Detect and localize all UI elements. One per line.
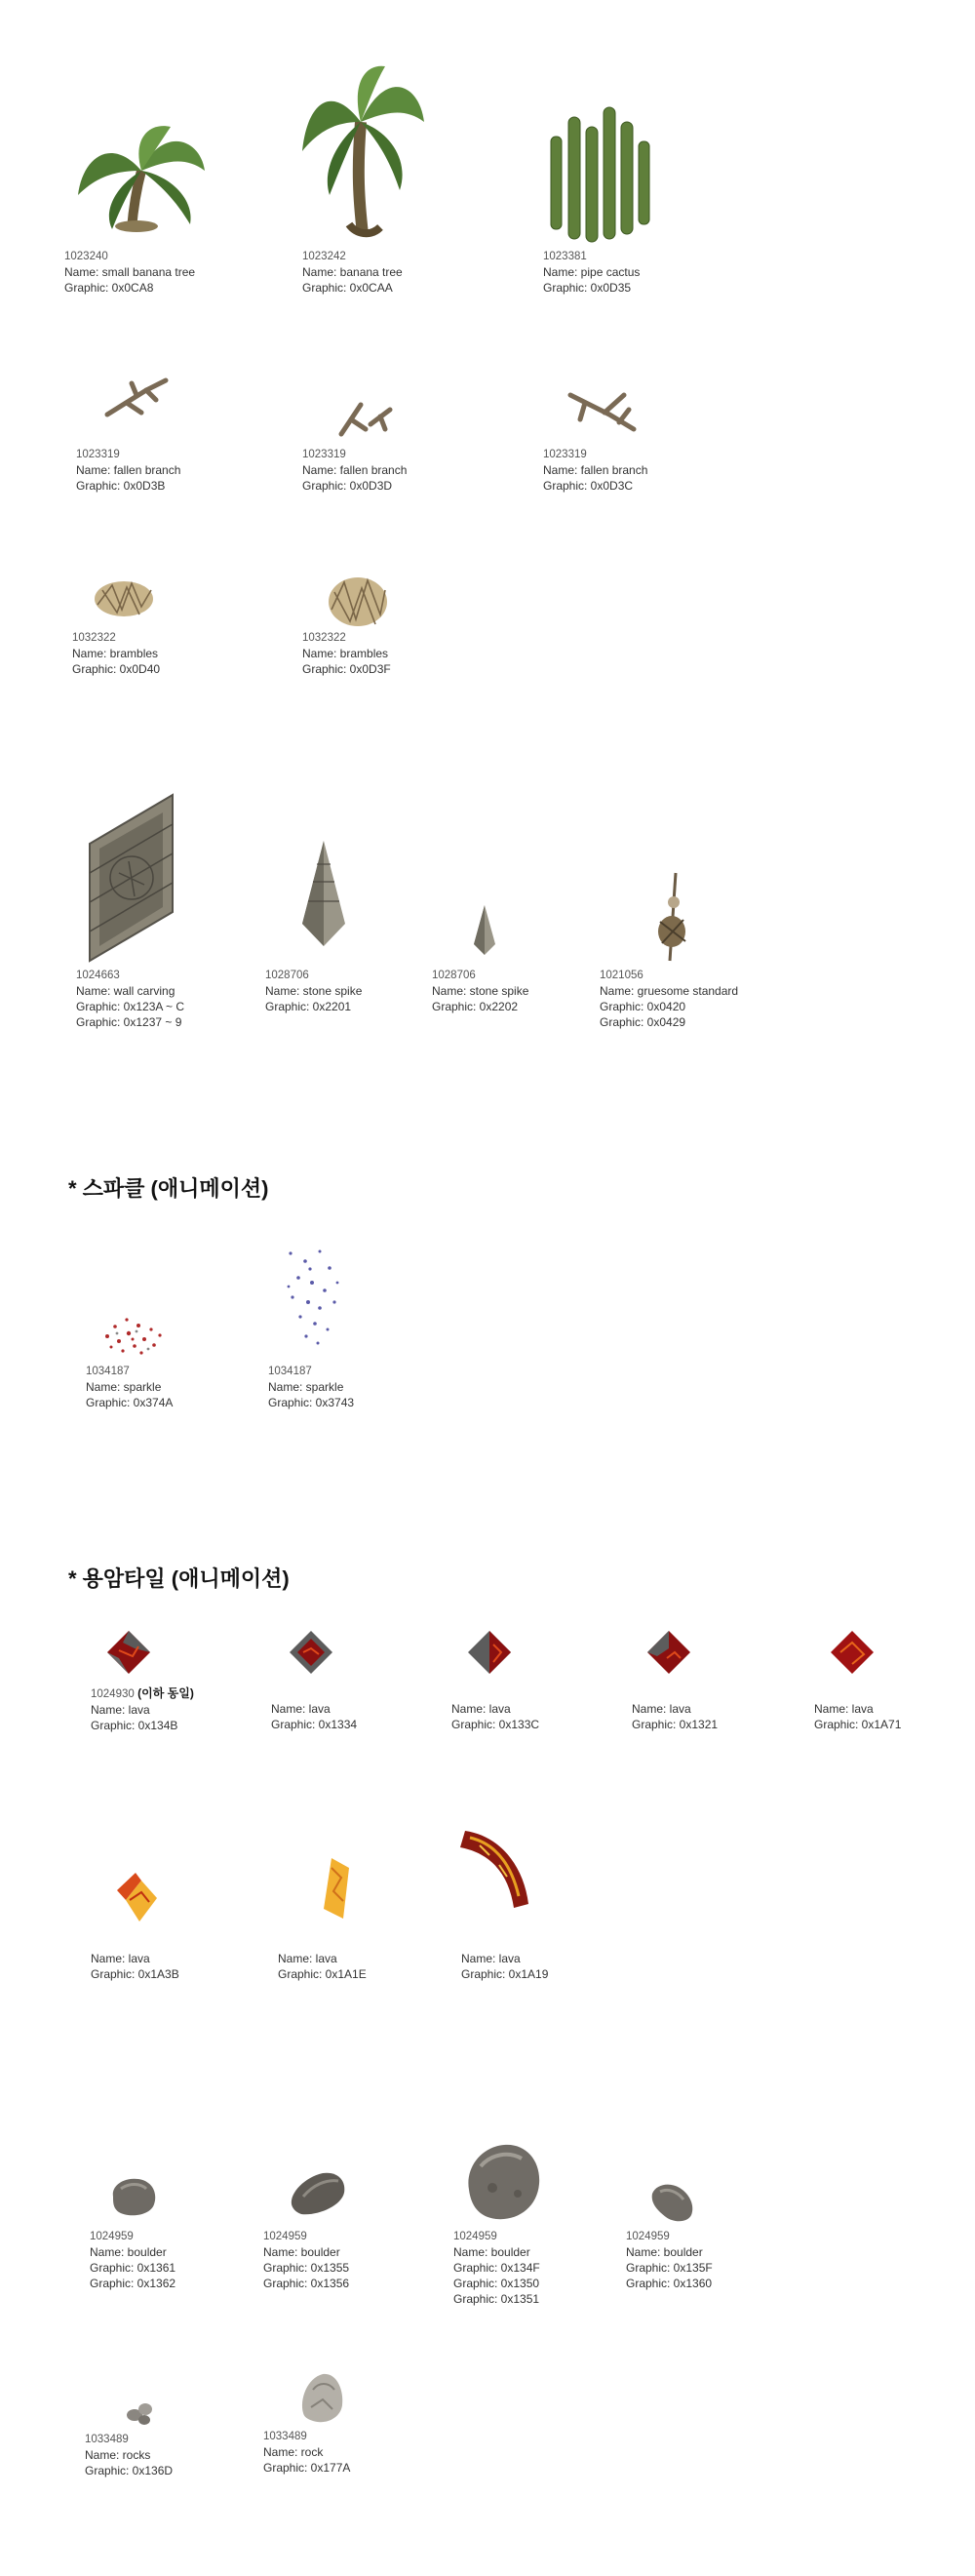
lava-curve-icon (460, 1826, 530, 1909)
item-graphic: Graphic: 0x1A71 (814, 1718, 902, 1731)
sparkle-icon (281, 1244, 344, 1351)
item-name: Name: sparkle (86, 1380, 162, 1394)
item-graphic: Graphic: 0x0CA8 (64, 281, 154, 295)
item-graphic: Graphic: 0x134F (453, 2261, 540, 2275)
item-name: Name: sparkle (268, 1380, 344, 1394)
item-name: Name: banana tree (302, 265, 403, 279)
section-heading-lava: * 용암타일 (애니메이션) (68, 1566, 290, 1591)
item-id: 1033489 (263, 2431, 307, 2442)
item-graphic: Graphic: 0x1355 (263, 2261, 350, 2275)
item-graphic: Graphic: 0x136D (85, 2464, 174, 2477)
same-as-below-note: (이하 동일) (137, 1686, 194, 1700)
rocks-icon (125, 2399, 154, 2427)
item-id: 1023319 (76, 449, 120, 460)
item-id: 1033489 (85, 2434, 129, 2445)
lava-strip-icon (322, 1858, 351, 1922)
lava-tile-icon (288, 1629, 334, 1676)
item-name: Name: brambles (302, 647, 389, 660)
boulder-icon (107, 2175, 158, 2219)
item-name: Name: gruesome standard (600, 984, 739, 998)
item-name: Name: lava (451, 1702, 511, 1716)
item-graphic: Graphic: 0x1334 (271, 1718, 358, 1731)
gruesome-standard-icon (648, 873, 697, 966)
section-heading-sparkle: * 스파클 (애니메이션) (68, 1176, 269, 1201)
item-graphic: Graphic: 0x1350 (453, 2277, 540, 2290)
item-graphic: Graphic: 0x1361 (90, 2261, 176, 2275)
item-name: Name: boulder (626, 2245, 703, 2259)
item-graphic: Graphic: 0x2201 (265, 1000, 352, 1013)
item-graphic: Graphic: 0x2202 (432, 1000, 519, 1013)
item-id: 1023381 (543, 251, 587, 262)
item-id: 1024663 (76, 970, 120, 981)
item-id-line: 1024930 (이하 동일) (91, 1686, 194, 1700)
item-name: Name: small banana tree (64, 265, 196, 279)
item-graphic: Graphic: 0x0D40 (72, 662, 161, 676)
sparkle-icon (98, 1312, 168, 1361)
item-graphic: Graphic: 0x1A19 (461, 1967, 549, 1981)
item-id: 1028706 (432, 970, 476, 981)
item-graphic: Graphic: 0x1360 (626, 2277, 713, 2290)
item-graphic: Graphic: 0x1237 ~ 9 (76, 1015, 182, 1029)
item-name: Name: lava (632, 1702, 691, 1716)
item-id: 1024959 (263, 2231, 307, 2242)
item-graphic: Graphic: 0x1356 (263, 2277, 350, 2290)
item-name: Name: fallen branch (76, 463, 181, 477)
banana-tree-icon (302, 63, 424, 244)
item-name: Name: brambles (72, 647, 159, 660)
item-id: 1023240 (64, 251, 108, 262)
stone-spike-icon (473, 905, 496, 956)
item-id: 1021056 (600, 970, 644, 981)
item-graphic: Graphic: 0x0429 (600, 1015, 686, 1029)
item-graphic: Graphic: 0x1351 (453, 2292, 540, 2306)
item-graphic: Graphic: 0x135F (626, 2261, 713, 2275)
small-banana-tree-icon (73, 117, 210, 239)
item-graphic: Graphic: 0x133C (451, 1718, 540, 1731)
lava-tile-icon (645, 1629, 692, 1676)
item-id: 1023319 (302, 449, 346, 460)
item-graphic: Graphic: 0x3743 (268, 1396, 355, 1409)
item-name: Name: lava (814, 1702, 874, 1716)
item-name: Name: lava (278, 1952, 337, 1965)
lava-tile-icon (829, 1629, 876, 1676)
rock-icon (297, 2370, 346, 2425)
stone-spike-icon (300, 841, 347, 948)
item-graphic: Graphic: 0x134B (91, 1719, 178, 1732)
item-graphic: Graphic: 0x0D3B (76, 479, 166, 493)
boulder-icon (288, 2167, 348, 2218)
item-id: 1024959 (453, 2231, 497, 2242)
item-name: Name: rocks (85, 2448, 151, 2462)
item-name: Name: lava (461, 1952, 521, 1965)
item-id: 1024959 (626, 2231, 670, 2242)
item-graphic: Graphic: 0x0CAA (302, 281, 393, 295)
item-graphic: Graphic: 0x123A ~ C (76, 1000, 185, 1013)
item-graphic: Graphic: 0x374A (86, 1396, 174, 1409)
item-name: Name: lava (271, 1702, 331, 1716)
boulder-icon (463, 2141, 543, 2224)
item-id: 1032322 (302, 632, 346, 644)
fallen-branch-icon (336, 395, 395, 439)
brambles-icon (327, 571, 390, 629)
lava-tile-icon (105, 1629, 152, 1676)
item-id: 1023319 (543, 449, 587, 460)
item-id: 1034187 (86, 1366, 130, 1377)
item-graphic: Graphic: 0x0D3D (302, 479, 393, 493)
item-name: Name: lava (91, 1952, 150, 1965)
item-name: Name: stone spike (265, 984, 363, 998)
item-name: Name: pipe cactus (543, 265, 641, 279)
fallen-branch-icon (566, 385, 639, 434)
fallen-branch-icon (102, 376, 171, 419)
pipe-cactus-icon (541, 107, 658, 249)
item-graphic: Graphic: 0x1362 (90, 2277, 176, 2290)
brambles-icon (93, 575, 156, 619)
lava-tile-icon (466, 1629, 513, 1676)
item-id: 1024959 (90, 2231, 134, 2242)
item-name: Name: wall carving (76, 984, 176, 998)
item-graphic: Graphic: 0x177A (263, 2461, 351, 2475)
item-graphic: Graphic: 0x0D3C (543, 479, 634, 493)
item-name: Name: fallen branch (543, 463, 648, 477)
item-graphic: Graphic: 0x1321 (632, 1718, 719, 1731)
item-graphic: Graphic: 0x0D3F (302, 662, 391, 676)
item-graphic: Graphic: 0x0D35 (543, 281, 632, 295)
item-name: Name: stone spike (432, 984, 529, 998)
item-id: 1028706 (265, 970, 309, 981)
item-id: 1023242 (302, 251, 346, 262)
item-name: Name: lava (91, 1703, 150, 1717)
wall-carving-icon (90, 795, 177, 961)
item-graphic: Graphic: 0x1A3B (91, 1967, 179, 1981)
item-name: Name: boulder (453, 2245, 530, 2259)
item-id: 1034187 (268, 1366, 312, 1377)
boulder-icon (648, 2180, 695, 2224)
item-name: Name: fallen branch (302, 463, 408, 477)
item-graphic: Graphic: 0x1A1E (278, 1967, 367, 1981)
item-id: 1032322 (72, 632, 116, 644)
item-name: Name: boulder (263, 2245, 340, 2259)
item-name: Name: boulder (90, 2245, 167, 2259)
item-graphic: Graphic: 0x0420 (600, 1000, 686, 1013)
lava-corner-icon (112, 1871, 159, 1924)
item-name: Name: rock (263, 2445, 324, 2459)
